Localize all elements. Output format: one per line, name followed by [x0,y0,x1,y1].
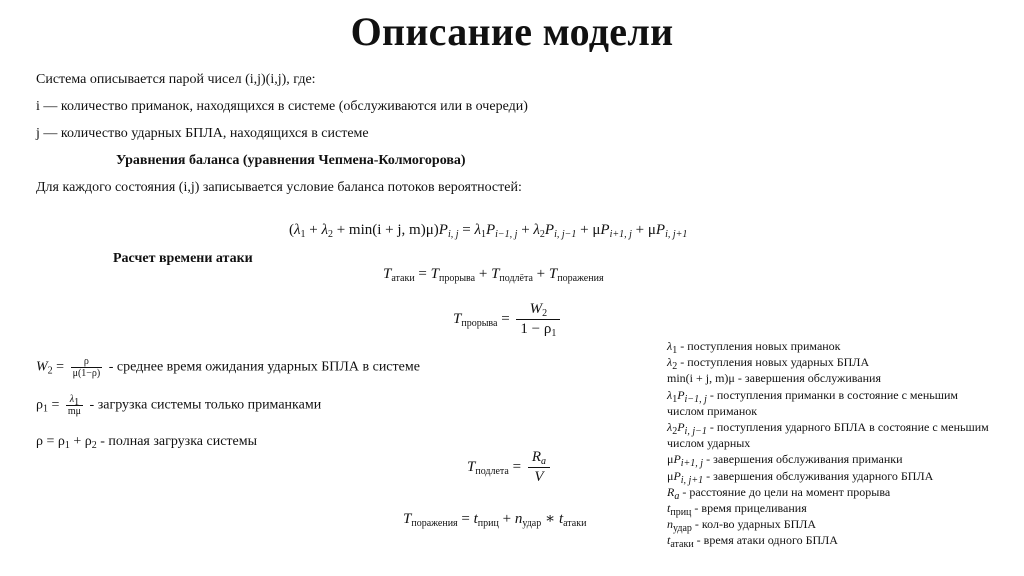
legend-item: числом ударных [667,436,751,451]
definition-i: i — количество приманок, находящихся в системе (обслуживаются или в очереди) [36,99,528,114]
legend-item: $\lambda_1P_{i-1, j}$ - поступления приманки в состояние с меньшим [667,387,959,405]
legend-item: $R_a$ - расстояние до цели на момент прорыва [667,484,891,502]
attack-time-equation: $T_{атаки} = T_{прорыва} + T_{подлёта} + T_{поражения}$ [383,266,604,284]
legend-item: $\lambda_2P_{i, j-1}$ - поступления ударного БПЛА в состояние с меньшим [667,420,989,438]
attack-heading: Расчет времени атаки [113,251,253,266]
balance-equation: ($\lambda_1 + \lambda_2 + \min(i + j$, $m)\mu)P_{i, j} = \lambda_1P_{i-1, j} + \lambda_2P_{i, j-1} + \mu P_{i+1, j} + \mu P_{i, j+1}$ [289,222,688,240]
legend-item: числом приманок [667,403,758,418]
legend-item: min(i + j, m)μ - завершения обслуживания [667,371,881,386]
rho-definition: $\rho = \rho_1 + \rho_2$ - полная загрузка системы [36,434,258,451]
legend-item: $t_{приц}$ - время прицеливания [667,501,807,519]
legend-item: $\lambda_1$ - поступления новых приманок [667,339,841,356]
legend-item: $\mu P_{i+1, j}$ - завершения обслуживания приманки [667,452,903,470]
breach-time-equation: $T_{прорыва}$ = $\frac{W_2}{1 - \rho_1}$ [453,301,563,338]
symbol-legend [667,338,1017,549]
definition-j: j — количество ударных БПЛА, находящихся в системе [36,126,369,141]
page-title: Описание модели [350,9,674,54]
legend-item: $\mu P_{i, j+1}$ - завершения обслуживания ударного БПЛА [667,468,934,486]
w2-definition: $W_2$ = $\frac{\rho}{\mu(1-\rho)}$ - среднее время ожидания ударных БПЛА в системе [36,356,420,379]
flight-time-equation: $T_{подлета}$ = $\frac{R_a}{V}$ [467,449,553,486]
legend-item: $t_{атаки}$ - время атаки одного БПЛА [667,533,838,551]
legend-item: $n_{удар} - кол-во$ ударных БПЛА [667,517,817,535]
rho1-definition: $\rho_1$ = $\frac{\lambda_1}{m\mu}$ - загрузка системы только приманками [36,394,322,417]
intro-text: Система описывается парой чисел (i,j)(i,j), где: [36,72,316,87]
balance-description: Для каждого состояния (i,j) записывается условие баланса потоков вероятностей: [36,180,522,195]
legend-item: $\lambda_2$ - поступления новых ударных БПЛА [667,355,870,373]
strike-time-equation: $T_{поражения} = t_{приц} + n_{удар}$ ∗ $t_{атаки}$ [403,511,587,529]
balance-heading: Уравнения баланса (уравнения Чепмена-Колмогорова) [116,153,466,168]
